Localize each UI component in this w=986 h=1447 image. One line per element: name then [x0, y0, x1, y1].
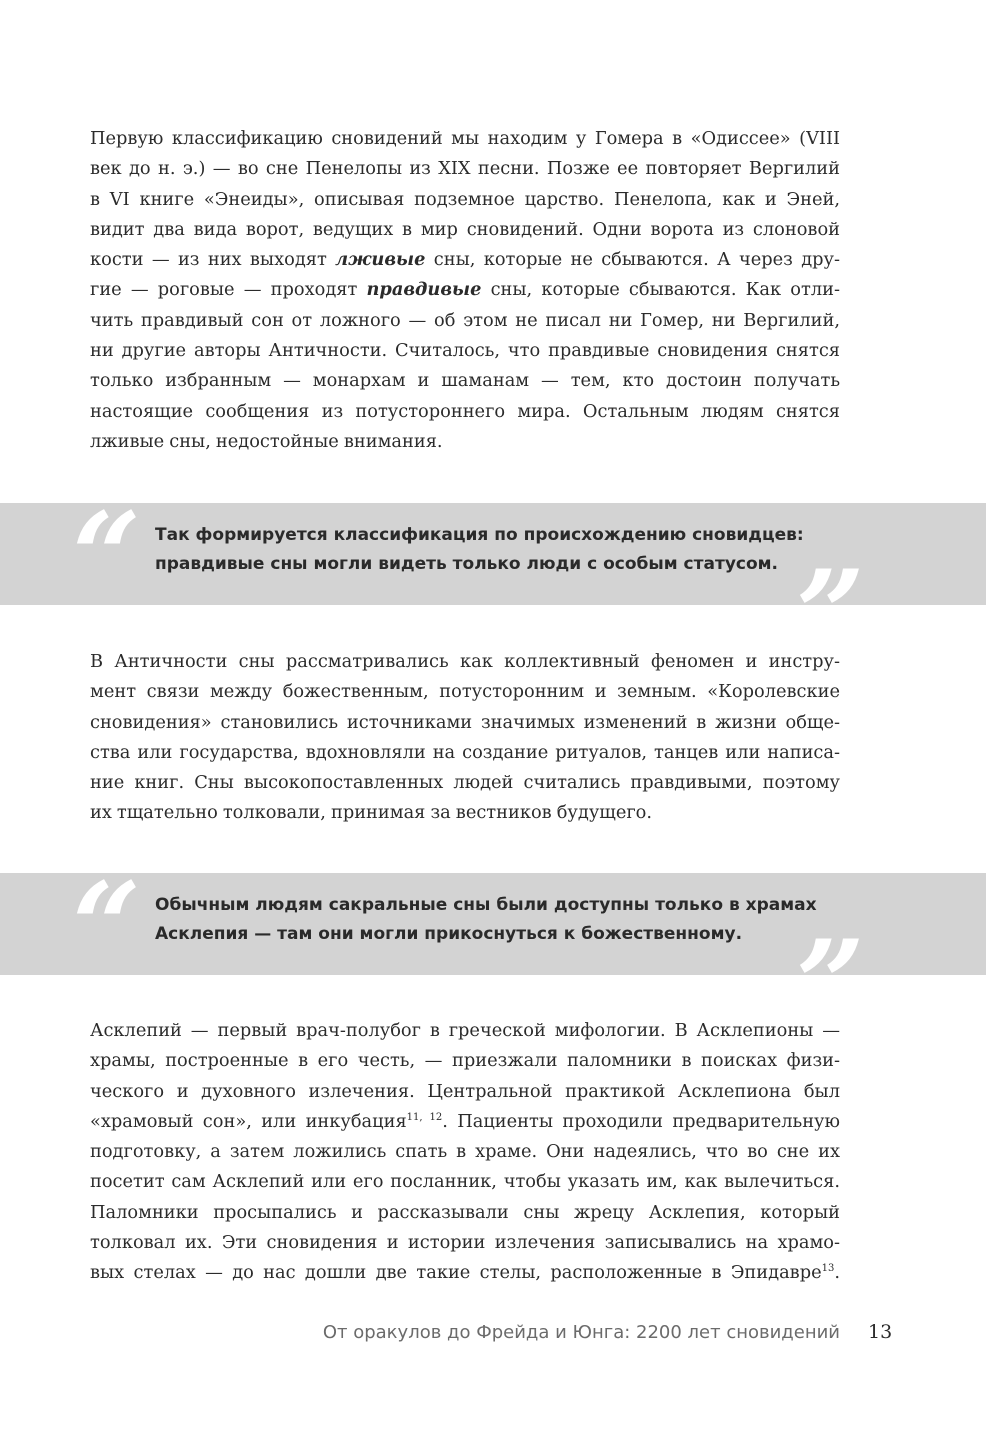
text-line: толковал их. Эти сновидения и истории излечения записывались на храмо- [90, 1232, 840, 1254]
text-line: храмы, построенные в его честь, — приезжали паломники в поисках физи- [90, 1050, 840, 1072]
text-line: подготовку, а затем ложились спать в храме. Они надеялись, что во сне их [90, 1141, 840, 1163]
text-segment: кости — из них выходят [90, 249, 336, 271]
text-line: ние книг. Сны высокопоставленных людей считались правдивыми, поэтому [90, 772, 840, 794]
footnote-ref: 11, 12 [406, 1111, 443, 1123]
emphasis-false-dreams: лживые [335, 249, 426, 271]
text-line: чить правдивый сон от ложного — об этом не писал ни Гомер, ни Вергилий, [90, 309, 840, 331]
open-quote-icon: “ [72, 856, 142, 997]
running-title: От оракулов до Фрейда и Юнга: 2200 лет сновидений [322, 1322, 840, 1343]
text-line: лживые сны, недостойные внимания. [90, 430, 443, 452]
text-line: посетит сам Асклепий или его посланник, чтобы указать им, как вылечиться. [90, 1171, 840, 1193]
text-line [90, 1258, 840, 1288]
text-line: их тщательно толковали, принимая за вестников будущего. [90, 802, 653, 824]
text-segment: . Пациенты проходили предварительную [442, 1110, 840, 1132]
paragraph-2 [90, 647, 840, 829]
emphasis-true-dreams: правдивые [366, 279, 482, 301]
text-line: ческого и духовного излечения. Центральной практикой Асклепиона был [90, 1080, 840, 1102]
text-line [90, 1107, 840, 1137]
text-segment: сны, которые не сбываются. А через дру- [425, 249, 840, 271]
page-number: 13 [868, 1321, 893, 1343]
text-line [90, 245, 840, 275]
pull-quote-line: Асклепия — там они могли прикоснуться к божественному. [155, 924, 743, 944]
text-segment: . [834, 1262, 840, 1284]
pull-quote-text [155, 521, 875, 579]
text-line: в VI книге «Энеиды», описывая подземное царство. Пенелопа, как и Эней, [90, 188, 840, 210]
text-line: Паломники просыпались и рассказывали сны жрецу Асклепия, который [90, 1201, 840, 1223]
paragraph-3 [90, 1016, 840, 1289]
text-line: настоящие сообщения из потустороннего мира. Остальным людям снятся [90, 400, 840, 422]
pull-quote-text [155, 891, 875, 949]
text-line: век до н. э.) — во сне Пенелопы из XIX песни. Позже ее повторяет Вергилий [90, 158, 840, 180]
text-segment: вых стелах — до нас дошли две такие стелы, расположенные в Эпидавре [90, 1262, 822, 1284]
text-line: только избранным — монархам и шаманам — тем, кто достоин получать [90, 370, 840, 392]
text-line: мент связи между божественным, потусторонним и земным. «Королевские [90, 681, 840, 703]
pull-quote-line: Так формируется классификация по происхождению сновидцев: [155, 525, 804, 545]
footnote-ref: 13 [821, 1263, 835, 1275]
close-quote-icon: ” [796, 914, 866, 1055]
close-quote-icon: ” [796, 544, 866, 685]
text-line: Первую классификацию сновидений мы находим у Гомера в «Одиссее» (VIII [90, 128, 840, 149]
text-line: ства или государства, вдохновляли на создание ритуалов, танцев или написа- [90, 741, 840, 763]
paragraph-1 [90, 124, 840, 457]
text-line [90, 275, 840, 305]
text-line: ни другие авторы Античности. Считалось, что правдивые сновидения снятся [90, 340, 840, 362]
text-line: Асклепий — первый врач-полубог в греческой мифологии. В Асклепионы — [90, 1020, 840, 1041]
text-segment: гие — роговые — проходят [90, 279, 367, 301]
text-line: В Античности сны рассматривались как коллективный феномен и инстру- [90, 651, 840, 672]
pull-quote-line: правдивые сны могли видеть только люди с особым статусом. [155, 554, 779, 574]
text-line: сновидения» становились источниками значимых изменений в жизни обще- [90, 711, 840, 733]
text-line: видит два вида ворот, ведущих в мир сновидений. Одни ворота из слоновой [90, 218, 840, 240]
text-segment: сны, которые сбываются. Как отли- [481, 279, 840, 301]
text-segment: «храмовый сон», или инкубация [90, 1110, 407, 1132]
open-quote-icon: “ [72, 486, 142, 627]
pull-quote-line: Обычным людям сакральные сны были доступны только в храмах [155, 895, 817, 915]
